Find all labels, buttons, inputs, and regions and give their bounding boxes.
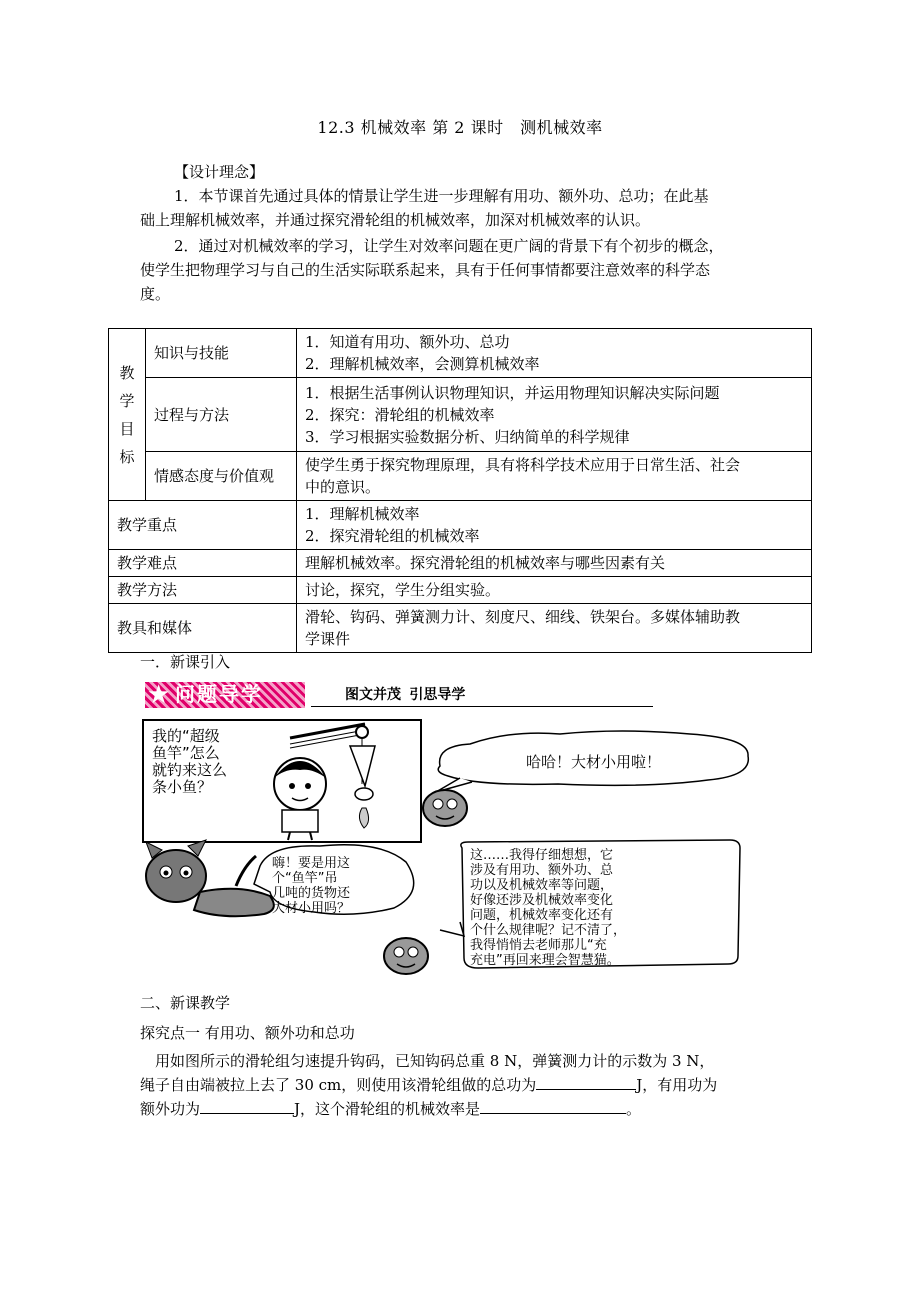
panel-speech: 我的“超级 鱼竿”怎么 就钓来这么 条小鱼？	[152, 727, 228, 796]
design-concept-paragraph-1	[140, 184, 782, 232]
row-content: 滑轮、钩码、弹簧测力计、刻度尺、细线、铁架台。多媒体辅助教 学课件	[297, 604, 812, 653]
row-content: 讨论，探究，学生分组实验。	[297, 577, 812, 604]
row-label: 教学方法	[109, 577, 297, 604]
row-label: 教具和媒体	[109, 604, 297, 653]
row-label: 教学重点	[109, 501, 297, 550]
banner-underline	[311, 706, 653, 707]
section-heading-intro: 一．新课引入	[140, 653, 231, 671]
goal-category: 过程与方法	[146, 378, 297, 452]
comic-drawing	[140, 716, 760, 986]
cat-speech: 嗨！要是用这 个“鱼竿”吊 几吨的货物还 大材小用吗？	[272, 856, 351, 916]
page-title: 12.3 机械效率 第 2 课时 测机械效率	[317, 118, 603, 137]
answer-blank-extra-work[interactable]	[200, 1098, 294, 1114]
exploration-point-heading: 探究点一 有用功、额外功和总功	[140, 1024, 355, 1042]
paragraph-line: 1．本节课首先通过具体的情景让学生进一步理解有用功、额外功、总功；在此基	[174, 187, 709, 205]
problem-line-1: 用如图所示的滑轮组匀速提升钩码，已知钩码总重 8 N，弹簧测力计的示数为 3 N，	[155, 1052, 715, 1070]
goal-category: 知识与技能	[146, 329, 297, 378]
smart-cat-icon	[146, 840, 274, 916]
cat-head-icon	[423, 790, 467, 826]
answer-blank-total-work[interactable]	[536, 1074, 636, 1090]
goal-content: 使学生勇于探究物理原理，具有将科学技术应用于日常生活、社会 中的意识。	[297, 452, 812, 501]
paragraph-line: 2．通过对机械效率的学习，让学生对效率问题在更广阔的背景下有个初步的概念，	[174, 237, 724, 255]
design-concept-heading: 【设计理念】	[174, 163, 265, 181]
star-icon: ★	[147, 680, 171, 710]
teaching-goals-label: 教 学 目 标	[109, 329, 146, 501]
boy-icon	[274, 758, 326, 840]
design-concept-paragraph-2	[140, 234, 782, 306]
paragraph-line: 度。	[140, 285, 171, 303]
comic-illustration	[140, 716, 760, 986]
problem-line-2: 绳子自由端被拉上去了 30 cm，则使用该滑轮组做的总功为 J，有用功为	[140, 1076, 718, 1094]
paragraph-line: 使学生把物理学习与自己的生活实际联系起来，具有于任何事情都要注意效率的科学态	[140, 261, 711, 279]
goal-content: 1．根据生活事例认识物理知识，并运用物理知识解决实际问题 2．探究：滑轮组的机械效率 3．学习根据实验数据分析、归纳简单的科学规律	[297, 378, 812, 452]
teaching-goals-table	[108, 328, 812, 653]
goal-content: 1．知道有用功、额外功、总功 2．理解机械效率，会测算机械效率	[297, 329, 812, 378]
thought-text: 这……我得仔细想想，它 涉及有用功、额外功、总 功以及机械效率等问题， 好像还涉及机械效率变化 问题，机械效率变化还有 个什么规律呢？记不清了， 我得悄悄去老师那儿“充 充电”再回来理会智慧猫。	[470, 848, 627, 968]
row-label: 教学难点	[109, 550, 297, 577]
paragraph-line: 础上理解机械效率，并通过探究滑轮组的机械效率，加深对机械效率的认识。	[140, 211, 651, 229]
answer-blank-efficiency[interactable]	[480, 1098, 626, 1114]
problem-guide-banner	[145, 680, 511, 710]
section-heading-teaching: 二、新课教学	[140, 994, 231, 1012]
banner-subtitle: 图文并茂 引思导学	[345, 687, 466, 703]
cat-head-icon	[384, 938, 428, 974]
laugh-text: 哈哈！大材小用啦！	[526, 753, 662, 771]
goal-category: 情感态度与价值观	[146, 452, 297, 501]
problem-line-3: 额外功为 J，这个滑轮组的机械效率是 。	[140, 1100, 642, 1118]
row-content: 理解机械效率。探究滑轮组的机械效率与哪些因素有关	[297, 550, 812, 577]
banner-title: 问题导学	[175, 682, 263, 706]
row-content: 1．理解机械效率 2．探究滑轮组的机械效率	[297, 501, 812, 550]
